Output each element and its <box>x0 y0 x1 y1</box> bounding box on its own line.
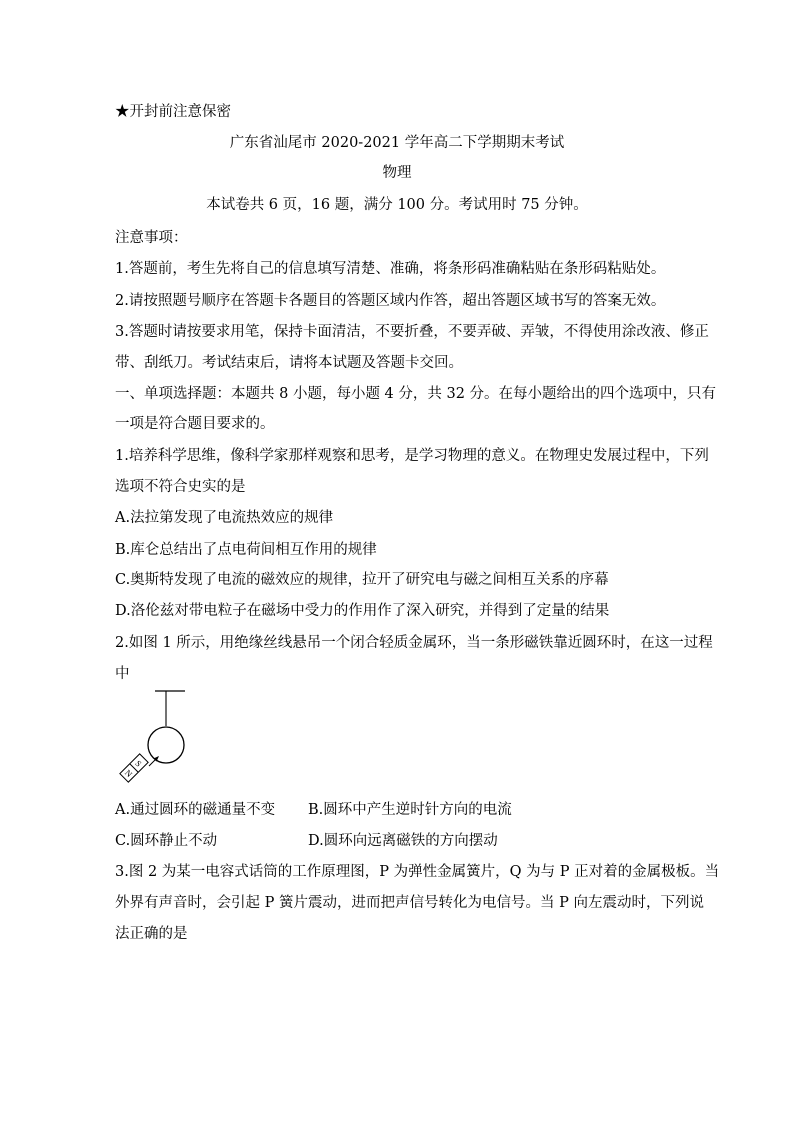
section1-heading-cont: 一项是符合题目要求的。 <box>115 416 275 432</box>
notice-item-2: 2.请按照题号顺序在答题卡各题目的答题区域内作答，超出答题区域书写的答案无效。 <box>115 293 666 309</box>
confidential-note: ★开封前注意保密 <box>115 104 231 120</box>
q1-option-a: A.法拉第发现了电流热效应的规律 <box>115 510 334 526</box>
figure-1-diagram <box>112 688 222 793</box>
q2-option-d: D.圆环向远离磁铁的方向摆动 <box>308 833 498 849</box>
notice-item-1: 1.答题前，考生先将自己的信息填写清楚、准确，将条形码准确粘贴在条形码粘贴处。 <box>115 261 666 277</box>
q2-option-b: B.圆环中产生逆时针方向的电流 <box>308 802 512 818</box>
notice-item-3: 3.答题时请按要求用笔，保持卡面清洁，不要折叠，不要弄破、弄皱，不得使用涂改液、修正 <box>115 324 709 340</box>
q1-stem-cont: 选项不符合史实的是 <box>115 479 246 495</box>
q2-option-c: C.圆环静止不动 <box>115 833 218 849</box>
magnet-s-label: S <box>133 758 144 769</box>
q1-option-b: B.库仑总结出了点电荷间相互作用的规律 <box>115 542 377 558</box>
figure-1-ring-magnet <box>112 688 222 797</box>
q1-option-c: C.奥斯特发现了电流的磁效应的规律，拉开了研究电与磁之间相互关系的序幕 <box>115 572 609 588</box>
metal-ring <box>148 727 184 763</box>
q1-stem: 1.培养科学思维，像科学家那样观察和思考，是学习物理的意义。在物理史发展过程中，下列 <box>115 448 709 464</box>
bar-magnet <box>120 754 148 782</box>
q3-stem-cont-2: 法正确的是 <box>115 926 188 942</box>
q3-stem-cont: 外界有声音时，会引起 P 簧片震动，进而把声信号转化为电信号。当 P 向左震动时，下列说 <box>115 895 704 911</box>
subject-title: 物理 <box>382 165 412 181</box>
exam-title: 广东省汕尾市 2020-2021 学年高二下学期期末考试 <box>229 135 565 151</box>
q1-option-d: D.洛伦兹对带电粒子在磁场中受力的作用作了深入研究，并得到了定量的结果 <box>115 603 610 619</box>
notice-heading: 注意事项： <box>115 230 188 246</box>
magnet-n-label: N <box>122 767 135 780</box>
notice-item-3-cont: 带、刮纸刀。考试结束后，请将本试题及答题卡交回。 <box>115 355 463 371</box>
section1-heading: 一、单项选择题：本题共 8 小题，每小题 4 分，共 32 分。在每小题给出的四个选项中，只有 <box>115 386 717 402</box>
q2-stem: 2.如图 1 所示，用绝缘丝线悬吊一个闭合轻质金属环，当一条形磁铁靠近圆环时，在这一过程 <box>115 635 713 651</box>
q2-stem-cont: 中 <box>115 666 130 682</box>
exam-info: 本试卷共 6 页，16 题，满分 100 分。考试用时 75 分钟。 <box>206 197 588 213</box>
q2-option-a: A.通过圆环的磁通量不变 <box>115 802 276 818</box>
q3-stem: 3.图 2 为某一电容式话筒的工作原理图，P 为弹性金属簧片，Q 为与 P 正对着的金属极板。当 <box>115 864 720 880</box>
